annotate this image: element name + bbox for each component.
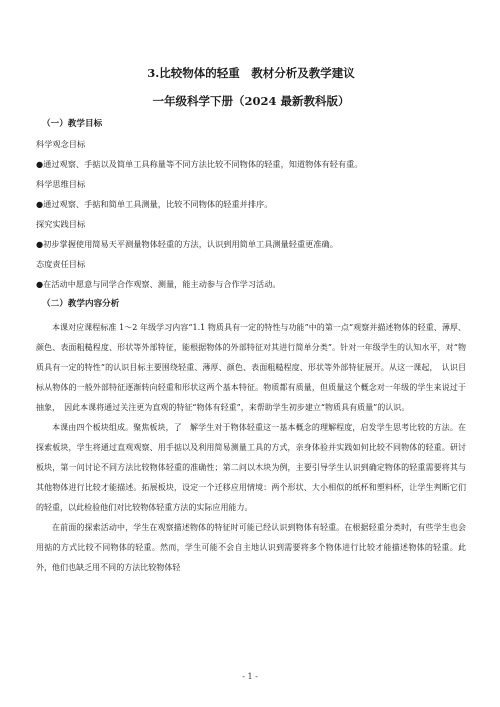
goal-label-inquiry-practice: 探究实践目标 [36,219,86,229]
goal-text-science-thinking: ●通过观察、手掂和简单工具测量，比较不同物体的轻重并排序。 [36,199,273,209]
document-body [36,60,466,578]
document-title: 3.比较物体的轻重 教材分析及教学建议 [147,66,355,80]
section-heading-teaching-goals: （一）教学目标 [42,119,103,129]
goal-label-science-thinking: 科学思维目标 [36,179,86,189]
analysis-paragraph: 本课对应课程标准 1～2 年级学习内容“1.1 物质具有一定的特性与功能”中的第一点“观察并描述物体的轻重、薄厚、颜色、表面粗糙程度、形状等外部特征，能根据物体的外部特征对其进行简单分类”。针对一年级学生的认知水平，对“物质具有一定的特性”的认识目标主要围绕轻重、薄厚、颜色、表面粗糙程度、形状等外部特征展开。从这一课起， 认识目标从物体的一般外部特征逐渐转向轻重和形状这两个基本特征。物质都有质量，但质量这个概念对一年级的学生来说过于抽象， 因此本课将通过关注更为直观的特征“物体有轻重”，来帮助学生初步建立“物质具有质量”的认识。 [36,323,466,412]
goal-label-attitude: 态度责任目标 [36,259,86,269]
document-subtitle: 一年级科学下册（2024 最新教科版） [152,94,350,108]
goal-text-inquiry-practice: ●初步掌握使用简易天平测量物体轻重的方法，认识到用简单工具测量轻重更准确。 [36,239,338,249]
analysis-paragraph: 本课由四个板块组成。聚焦板块，了 解学生对于物体轻重这一基本概念的理解程度，启发学生思考比较的方法。在探索板块，学生将通过直观观察、用手掂以及利用简易测量工具的方式，亲身体验并实践如何比较不同物体的轻重。研讨板块，第一问讨论不同方法比较物体轻重的准确性；第二问以木块为例，主要引导学生认识到确定物体的轻重需要将其与其他物体进行比较才能描述。拓展板块，设定一个迁移应用情境：两个形状、大小相似的纸杯和塑料杯，让学生判断它们的轻重，以此检验他们对比较物体轻重方法的实际应用能力。 [36,423,466,512]
page-number: - 1 - [242,672,258,681]
goal-label-science-concept: 科学观念目标 [36,139,86,149]
goal-text-attitude: ●在活动中愿意与同学合作观察、测量，能主动参与合作学习活动。 [36,279,281,289]
analysis-paragraph: 在前面的探索活动中，学生在观察描述物体的特征时可能已经认识到物体有轻重。在根据轻重分类时，有些学生也会用掂的方式比较不同物体的轻重。然而，学生可能不会自主地认识到需要将多个物体进行比较才能描述物体的轻重。此外，他们也缺乏用不同的方法比较物体轻 [36,523,466,572]
section-heading-content-analysis: （二）教学内容分析 [42,299,120,309]
goal-text-science-concept: ●通过观察、手掂以及简单工具称量等不同方法比较不同物体的轻重，知道物体有轻有重。 [36,159,363,169]
